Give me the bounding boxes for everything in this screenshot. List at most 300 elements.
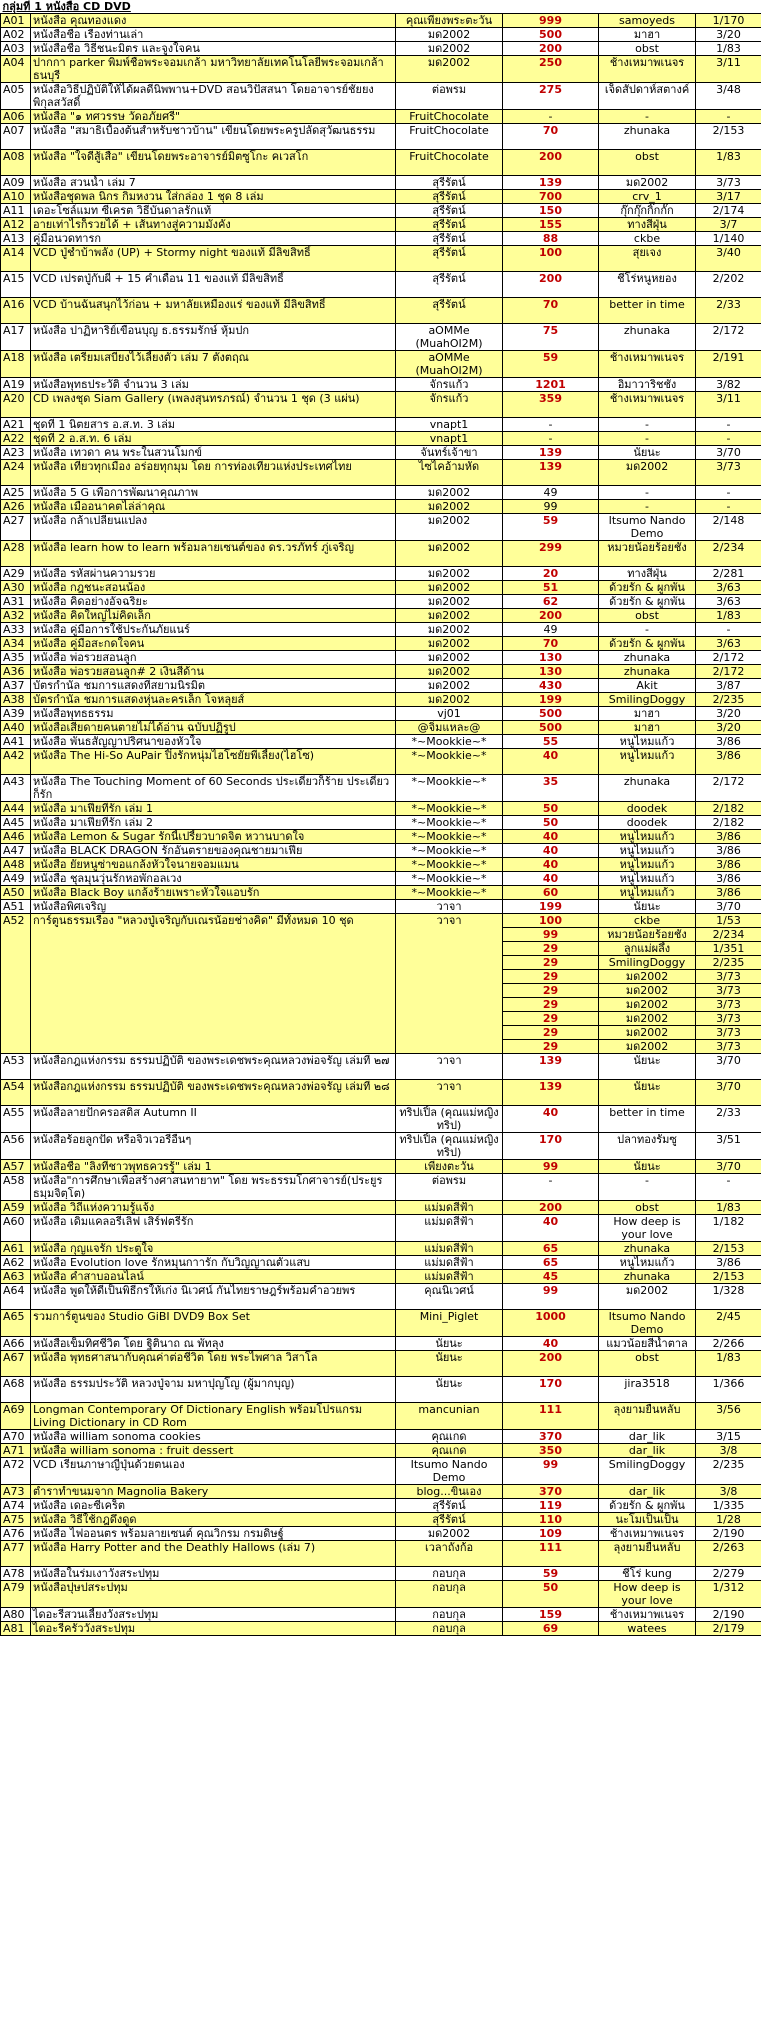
item-seller: สุรีรัตน์ — [396, 176, 503, 190]
bidder-score: 2/190 — [696, 1527, 761, 1541]
winning-bidder: หนูไหมแก้ว — [599, 858, 696, 872]
item-seller: สุรีรัตน์ — [396, 246, 503, 272]
bid-price: 59 — [503, 514, 599, 541]
winning-bidder: - — [599, 432, 696, 446]
table-row — [1, 272, 761, 298]
bid-price: 29 — [503, 1012, 599, 1026]
bid-price: 29 — [503, 956, 599, 970]
bidder-score: 3/63 — [696, 595, 761, 609]
winning-bidder: ช้างเหมาพเนจร — [599, 392, 696, 418]
table-row — [1, 707, 761, 721]
winning-bidder: ckbe — [599, 232, 696, 246]
bidder-score: 3/8 — [696, 1444, 761, 1458]
winning-bidder: ลุงยามยืนหลับ — [599, 1403, 696, 1430]
item-seller: *~Mookkie~* — [396, 816, 503, 830]
item-title: หนังสือ ชุลมุนวุ่นรักหอพักอลเวง — [31, 872, 396, 886]
winning-bidder: นัยนะ — [599, 900, 696, 914]
bidder-score: 2/174 — [696, 204, 761, 218]
item-title: หนังสือ วิธีใช้กฎดึงดูด — [31, 1513, 396, 1527]
winning-bidder: ชีโร่ kung — [599, 1567, 696, 1581]
bidder-score: 2/281 — [696, 567, 761, 581]
bid-price: 62 — [503, 595, 599, 609]
item-id: A66 — [1, 1337, 31, 1351]
winning-bidder: มด2002 — [599, 176, 696, 190]
item-seller: *~Mookkie~* — [396, 802, 503, 816]
bidder-score: 3/86 — [696, 858, 761, 872]
item-title: หนังสือ พูดให้ดีเป็นพิธีกรให้เก่ง นิเวศน์ กันไทยราษฎร์พร้อมคำอวยพร — [31, 1284, 396, 1310]
winning-bidder: ลูกแม่ผลึ้ง — [599, 942, 696, 956]
item-seller: มด2002 — [396, 42, 503, 56]
item-seller: มด2002 — [396, 595, 503, 609]
winning-bidder: ช้างเหมาพเนจร — [599, 1527, 696, 1541]
item-title: หนังสือ สวนน้ำ เล่ม 7 — [31, 176, 396, 190]
winning-bidder: samoyeds — [599, 14, 696, 28]
bid-price: 45 — [503, 1270, 599, 1284]
table-row — [1, 1377, 761, 1403]
item-title: หนังสือ มาเฟียที่รัก เล่ม 2 — [31, 816, 396, 830]
table-row — [1, 1403, 761, 1430]
item-id: A29 — [1, 567, 31, 581]
winning-bidder: better in time — [599, 1106, 696, 1133]
winning-bidder: ด้วยรัก & ผูกพัน — [599, 1499, 696, 1513]
bidder-score: 3/15 — [696, 1430, 761, 1444]
item-id: A21 — [1, 418, 31, 432]
item-seller: นัยนะ — [396, 1337, 503, 1351]
item-title: หนังสือ ธรรมประวัติ หลวงปู่จาม มหาปุญโญ (ผู้มากบุญ) — [31, 1377, 396, 1403]
item-title: หนังสือ พุทธศาสนากับคุณค่าต่อชีวิต โดย พระไพศาล วิสาโล — [31, 1351, 396, 1377]
bidder-score: 2/279 — [696, 1567, 761, 1581]
item-id: A47 — [1, 844, 31, 858]
bid-price: 99 — [503, 1284, 599, 1310]
item-title: หนังสือ คู่มือสะกดใจคน — [31, 637, 396, 651]
bid-price: 170 — [503, 1377, 599, 1403]
bid-price: 100 — [503, 246, 599, 272]
bidder-score: 2/191 — [696, 351, 761, 378]
bid-price: 55 — [503, 735, 599, 749]
table-row — [1, 844, 761, 858]
bid-price: 370 — [503, 1485, 599, 1499]
item-title: หนังสือพุทธธรรม — [31, 707, 396, 721]
bidder-score: 3/73 — [696, 176, 761, 190]
bidder-score: 1/182 — [696, 1215, 761, 1242]
winning-bidder: หนูไหมแก้ว — [599, 1256, 696, 1270]
bidder-score: 3/73 — [696, 998, 761, 1012]
bid-price: 200 — [503, 1351, 599, 1377]
item-seller: จันทร์เจ้าขา — [396, 446, 503, 460]
item-id: A03 — [1, 42, 31, 56]
table-row — [1, 1458, 761, 1485]
bidder-score: 3/17 — [696, 190, 761, 204]
bidder-score: 1/312 — [696, 1581, 761, 1608]
table-row — [1, 110, 761, 124]
bid-price: 29 — [503, 1040, 599, 1054]
bid-price: 70 — [503, 298, 599, 324]
winning-bidder: มด2002 — [599, 1284, 696, 1310]
winning-bidder: SmilingDoggy — [599, 956, 696, 970]
item-seller: aOMMe (MuahOI2M) — [396, 351, 503, 378]
bidder-score: 3/70 — [696, 1054, 761, 1080]
item-id: A22 — [1, 432, 31, 446]
winning-bidder: อิมาวาริชชัง — [599, 378, 696, 392]
table-row — [1, 609, 761, 623]
item-title: หนังสือปุษปสระปทุม — [31, 1581, 396, 1608]
bidder-score: 3/82 — [696, 378, 761, 392]
item-seller: เพียงตะวัน — [396, 1160, 503, 1174]
item-title: อายเท่าไรก็รวยได้ + เส้นทางสู่ความมั่งคั่ง — [31, 218, 396, 232]
bid-price: 50 — [503, 1581, 599, 1608]
table-row — [1, 204, 761, 218]
item-id: A41 — [1, 735, 31, 749]
item-title: หนังสือ คำสาบออนไลน์ — [31, 1270, 396, 1284]
table-row — [1, 351, 761, 378]
item-title: หนังสือ"การศึกษาเพื่อสร้างศาสนทายาท" โดย พระธรรมโกศาจารย์(ประยูร ธมฺมจิตฺโต) — [31, 1174, 396, 1201]
table-row — [1, 581, 761, 595]
bidder-score: 2/172 — [696, 324, 761, 351]
item-seller: นัยนะ — [396, 1377, 503, 1403]
item-id: A46 — [1, 830, 31, 844]
item-seller: มด2002 — [396, 623, 503, 637]
item-title: หนังสือ The Hi-So AuPair ปิ๊งรักหนุ่มไฮโซยัยพี่เลี้ยง(ไฮโซ) — [31, 749, 396, 775]
item-seller: *~Mookkie~* — [396, 775, 503, 802]
bid-price: 70 — [503, 124, 599, 150]
item-id: A30 — [1, 581, 31, 595]
bid-price: 99 — [503, 500, 599, 514]
winning-bidder: How deep is your love — [599, 1581, 696, 1608]
item-seller: blog...ขิ่นเอง — [396, 1485, 503, 1499]
winning-bidder: มด2002 — [599, 1012, 696, 1026]
item-seller: วาจา — [396, 900, 503, 914]
item-seller: มด2002 — [396, 567, 503, 581]
table-row — [1, 1444, 761, 1458]
item-title: Longman Contemporary Of Dictionary English พร้อมโปรแกรม Living Dictionary in CD Rom — [31, 1403, 396, 1430]
item-title: หนังสือ เดิมแคลอรี่เลิฟ เสิร์ฟตรีรัก — [31, 1215, 396, 1242]
item-title: การ์ตูนธรรมเรื่อง "หลวงปู่เจริญกับเณรน้อยช่างคิด" มีทั้งหมด 10 ชุด — [31, 914, 396, 1054]
table-row — [1, 775, 761, 802]
table-row — [1, 486, 761, 500]
bidder-score: 3/11 — [696, 56, 761, 83]
item-title: VCD ปู่ชำบ้าพลัง (UP) + Stormy night ของแท้ มีลิขสิทธิ์ — [31, 246, 396, 272]
winning-bidder: zhunaka — [599, 1242, 696, 1256]
item-seller: จักรแก้ว — [396, 378, 503, 392]
item-title: หนังสือ คิดอย่างอัจฉริยะ — [31, 595, 396, 609]
bid-price: 299 — [503, 541, 599, 567]
item-id: A57 — [1, 1160, 31, 1174]
table-row — [1, 1337, 761, 1351]
bid-price: 59 — [503, 351, 599, 378]
item-seller: FruitChocolate — [396, 124, 503, 150]
table-row — [1, 28, 761, 42]
bidder-score: 1/83 — [696, 1201, 761, 1215]
item-seller: สุรีรัตน์ — [396, 204, 503, 218]
table-row — [1, 1054, 761, 1080]
item-id: A42 — [1, 749, 31, 775]
item-title: หนังสือ william sonoma cookies — [31, 1430, 396, 1444]
item-seller: มด2002 — [396, 609, 503, 623]
bidder-score: 1/170 — [696, 14, 761, 28]
bid-price: 200 — [503, 1201, 599, 1215]
table-row — [1, 514, 761, 541]
table-row — [1, 56, 761, 83]
winning-bidder: - — [599, 1174, 696, 1201]
item-title: หนังสือชื่อ "ลิงที่ชาวพุทธควรรู้" เล่ม 1 — [31, 1160, 396, 1174]
bid-price: 500 — [503, 707, 599, 721]
item-id: A27 — [1, 514, 31, 541]
item-id: A12 — [1, 218, 31, 232]
table-row — [1, 665, 761, 679]
winning-bidder: หนูไหมแก้ว — [599, 886, 696, 900]
bidder-score: 2/172 — [696, 651, 761, 665]
item-seller: *~Mookkie~* — [396, 886, 503, 900]
bid-price: 370 — [503, 1430, 599, 1444]
bidder-score: 3/20 — [696, 28, 761, 42]
winning-bidder: หนูไหมแก้ว — [599, 844, 696, 858]
item-id: A53 — [1, 1054, 31, 1080]
bid-price: 40 — [503, 1215, 599, 1242]
table-row — [1, 432, 761, 446]
item-seller: วาจา — [396, 1080, 503, 1106]
item-id: A76 — [1, 1527, 31, 1541]
winning-bidder: มาฮา — [599, 28, 696, 42]
bidder-score: 3/7 — [696, 218, 761, 232]
table-row — [1, 872, 761, 886]
item-seller: *~Mookkie~* — [396, 830, 503, 844]
item-id: A54 — [1, 1080, 31, 1106]
item-title: คู่มือนวดทารก — [31, 232, 396, 246]
item-seller: สุรีรัตน์ — [396, 232, 503, 246]
item-title: หนังสือ "สมาธิเบื้องต้นสำหรับชาวบ้าน" เขียนโดยพระครูปลัดสุวัฒนธรรม — [31, 124, 396, 150]
bidder-score: 3/56 — [696, 1403, 761, 1430]
bid-price: 65 — [503, 1242, 599, 1256]
bid-price: 139 — [503, 1054, 599, 1080]
bidder-score: 2/190 — [696, 1608, 761, 1622]
bid-price: 119 — [503, 1499, 599, 1513]
bid-price: 75 — [503, 324, 599, 351]
bidder-score: 3/73 — [696, 970, 761, 984]
table-row — [1, 1351, 761, 1377]
winning-bidder: มด2002 — [599, 970, 696, 984]
winning-bidder: - — [599, 500, 696, 514]
bid-price: 199 — [503, 900, 599, 914]
bidder-score: 3/73 — [696, 1040, 761, 1054]
table-row — [1, 1430, 761, 1444]
item-title: หนังสือ รหัสผ่านความรวย — [31, 567, 396, 581]
winning-bidder: Itsumo Nando Demo — [599, 1310, 696, 1337]
table-row — [1, 176, 761, 190]
bidder-score: - — [696, 1174, 761, 1201]
item-id: A80 — [1, 1608, 31, 1622]
winning-bidder: - — [599, 418, 696, 432]
item-title: ตำราทำขนมจาก Magnolia Bakery — [31, 1485, 396, 1499]
table-row — [1, 150, 761, 176]
item-seller: สุรีรัตน์ — [396, 190, 503, 204]
winning-bidder: หมวยน้อยร้อยชั่ง — [599, 928, 696, 942]
table-row — [1, 1160, 761, 1174]
item-seller: Itsumo Nando Demo — [396, 1458, 503, 1485]
table-row — [1, 1270, 761, 1284]
winning-bidder: กุ๊กกุ๊กกิ๊กกั๊ก — [599, 204, 696, 218]
winning-bidder: zhunaka — [599, 324, 696, 351]
item-id: A07 — [1, 124, 31, 150]
bidder-score: - — [696, 432, 761, 446]
table-row — [1, 1256, 761, 1270]
item-title: หนังสือกฎแห่งกรรม ธรรมปฏิบัติ ของพระเดชพระคุณหลวงพ่อจรัญ เล่มที่ ๒๗ — [31, 1054, 396, 1080]
bid-price: 60 — [503, 886, 599, 900]
item-id: A05 — [1, 83, 31, 110]
item-seller: แม่มดสีฟ้า — [396, 1270, 503, 1284]
bid-price: 40 — [503, 1106, 599, 1133]
winning-bidder: ทางสีฝุ่น — [599, 218, 696, 232]
item-id: A34 — [1, 637, 31, 651]
bid-price: 40 — [503, 858, 599, 872]
item-seller: แม่มดสีฟ้า — [396, 1242, 503, 1256]
winning-bidder: doodek — [599, 816, 696, 830]
winning-bidder: dar_lik — [599, 1485, 696, 1499]
bidder-score: 1/140 — [696, 232, 761, 246]
bidder-score: 3/51 — [696, 1133, 761, 1160]
item-seller: มด2002 — [396, 514, 503, 541]
bidder-score: 2/182 — [696, 816, 761, 830]
bidder-score: - — [696, 418, 761, 432]
item-id: A33 — [1, 623, 31, 637]
item-title: หนังสือชื่อ เรื่องท่านเล่า — [31, 28, 396, 42]
winning-bidder: zhunaka — [599, 775, 696, 802]
winning-bidder: zhunaka — [599, 124, 696, 150]
winning-bidder: ชีโร่หนูหยอง — [599, 272, 696, 298]
winning-bidder: ช้างเหมาพเนจร — [599, 1608, 696, 1622]
table-row — [1, 1215, 761, 1242]
bidder-score: 2/234 — [696, 928, 761, 942]
item-seller: มด2002 — [396, 1527, 503, 1541]
item-seller: *~Mookkie~* — [396, 735, 503, 749]
bidder-score: 2/153 — [696, 1242, 761, 1256]
item-seller: *~Mookkie~* — [396, 872, 503, 886]
winning-bidder: นัยนะ — [599, 1054, 696, 1080]
table-row — [1, 232, 761, 246]
bidder-score: 1/28 — [696, 1513, 761, 1527]
bidder-score: 2/172 — [696, 775, 761, 802]
item-id: A61 — [1, 1242, 31, 1256]
bid-price: 111 — [503, 1541, 599, 1567]
bidder-score: 3/86 — [696, 886, 761, 900]
winning-bidder: ปลาทองรัมซู — [599, 1133, 696, 1160]
item-id: A01 — [1, 14, 31, 28]
bid-price: 200 — [503, 609, 599, 623]
item-title: หนังสือ Harry Potter and the Deathly Hallows (เล่ม 7) — [31, 1541, 396, 1567]
winning-bidder: ช้างเหมาพเนจร — [599, 351, 696, 378]
bidder-score: 3/86 — [696, 1256, 761, 1270]
bidder-score: 2/148 — [696, 514, 761, 541]
bid-price: 59 — [503, 1567, 599, 1581]
item-id: A36 — [1, 665, 31, 679]
item-title: หนังสือ เที่ยวทุกเมือง อร่อยทุกมุม โดย การท่องเที่ยวแห่งประเทศไทย — [31, 460, 396, 486]
bidder-score: 2/235 — [696, 956, 761, 970]
item-id: A55 — [1, 1106, 31, 1133]
bid-price: 40 — [503, 872, 599, 886]
winning-bidder: ด้วยรัก & ผูกพัน — [599, 637, 696, 651]
winning-bidder: obst — [599, 1351, 696, 1377]
bidder-score: 3/86 — [696, 735, 761, 749]
bid-price: 29 — [503, 970, 599, 984]
bidder-score: 1/53 — [696, 914, 761, 928]
table-row — [1, 1527, 761, 1541]
bid-price: 700 — [503, 190, 599, 204]
item-title: หนังสือ กุญแจรัก ประตูใจ — [31, 1242, 396, 1256]
item-title: เดอะโซล์แมท ซีเครต วิธีบันดาลรักแท้ — [31, 204, 396, 218]
table-row — [1, 1174, 761, 1201]
winning-bidder: เจ็ดสัปดาห์สตางค์ — [599, 83, 696, 110]
item-id: A28 — [1, 541, 31, 567]
table-row — [1, 1242, 761, 1256]
item-seller: กอบกุล — [396, 1567, 503, 1581]
item-title: VCD บ้านฉันสนุกไว้ก่อน + มหาลัยเหมืองแร่ ของแท้ มีลิขสิทธิ์ — [31, 298, 396, 324]
bidder-score: 2/33 — [696, 1106, 761, 1133]
bid-price: 199 — [503, 693, 599, 707]
item-id: A68 — [1, 1377, 31, 1403]
table-row — [1, 595, 761, 609]
table-row — [1, 14, 761, 28]
item-seller: มด2002 — [396, 665, 503, 679]
item-title: หนังสือ เทวดา คน พระในสวนโมกข์ — [31, 446, 396, 460]
bid-price: 139 — [503, 1080, 599, 1106]
table-row — [1, 392, 761, 418]
winning-bidder: obst — [599, 150, 696, 176]
item-id: A14 — [1, 246, 31, 272]
item-seller: ไซไคอ้ามหัด — [396, 460, 503, 486]
bidder-score: 2/266 — [696, 1337, 761, 1351]
item-title: หนังสือ BLACK DRAGON รักอันตรายของคุณชายมาเฟีย — [31, 844, 396, 858]
bid-price: 49 — [503, 486, 599, 500]
item-id: A25 — [1, 486, 31, 500]
item-seller: กอบกุล — [396, 1581, 503, 1608]
bid-price: - — [503, 418, 599, 432]
bidder-score: 1/335 — [696, 1499, 761, 1513]
item-id: A02 — [1, 28, 31, 42]
table-row — [1, 567, 761, 581]
table-row — [1, 298, 761, 324]
bid-price: 88 — [503, 232, 599, 246]
winning-bidder: watees — [599, 1622, 696, 1636]
bid-price: 29 — [503, 984, 599, 998]
bid-price: 100 — [503, 914, 599, 928]
item-id: A11 — [1, 204, 31, 218]
winning-bidder: หนูไหมแก้ว — [599, 749, 696, 775]
bid-price: 40 — [503, 749, 599, 775]
item-title: รวมการ์ตูนของ Studio GiBI DVD9 Box Set — [31, 1310, 396, 1337]
winning-bidder: ลุงยามยืนหลับ — [599, 1541, 696, 1567]
winning-bidder: แมวน้อยสีน้ำตาล — [599, 1337, 696, 1351]
bidder-score: 3/86 — [696, 844, 761, 858]
winning-bidder: SmilingDoggy — [599, 1458, 696, 1485]
item-id: A38 — [1, 693, 31, 707]
item-title: หนังสือ มาเฟียที่รัก เล่ม 1 — [31, 802, 396, 816]
item-title: หนังสือ กล้าเปลี่ยนแปลง — [31, 514, 396, 541]
item-title: หนังสือ "๑ ทศวรรษ วัดอภัยศรี" — [31, 110, 396, 124]
table-row — [1, 246, 761, 272]
item-title: บัตรกำนัล ชมการแสดงหุ่นละครเล็ก โจหลุยส์ — [31, 693, 396, 707]
bidder-score: 2/182 — [696, 802, 761, 816]
winning-bidder: หนูไหมแก้ว — [599, 735, 696, 749]
bidder-score: 3/73 — [696, 984, 761, 998]
item-id: A23 — [1, 446, 31, 460]
item-id: A19 — [1, 378, 31, 392]
item-id: A16 — [1, 298, 31, 324]
bid-price: 40 — [503, 830, 599, 844]
item-title: หนังสือกฎแห่งกรรม ธรรมปฏิบัติ ของพระเดชพระคุณหลวงพ่อจรัญ เล่มที่ ๒๘ — [31, 1080, 396, 1106]
bidder-score: 1/83 — [696, 42, 761, 56]
item-seller: สุรีรัตน์ — [396, 298, 503, 324]
table-row — [1, 1310, 761, 1337]
item-id: A73 — [1, 1485, 31, 1499]
